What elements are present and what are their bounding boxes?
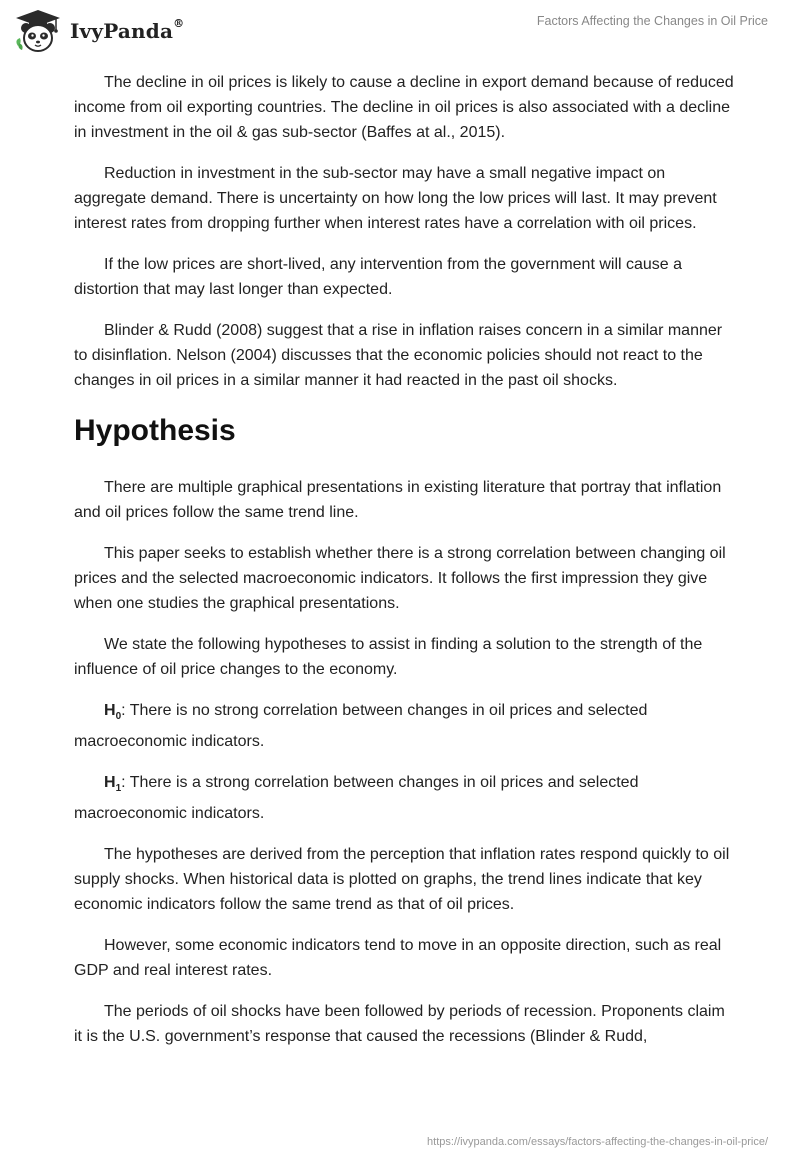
paragraph: Blinder & Rudd (2008) suggest that a rise in inflation raises concern in a similar manner to disinflation. Nelson (2004) discusses that the economic policies should not react to the changes in oil prices in a similar manner it had reacted in the past oil shocks. <box>74 322 723 389</box>
paragraph: If the low prices are short-lived, any intervention from the government will cause a distortion that may last longer than expected. <box>74 256 683 298</box>
hypothesis-alternative <box>74 770 734 826</box>
source-url[interactable]: https://ivypanda.com/essays/factors-affecting-the-changes-in-oil-price/ <box>427 1136 768 1148</box>
page-header <box>0 0 800 60</box>
hypothesis-null-text: : There is no strong correlation between changes in oil prices and selected macroeconomic indicators. <box>74 702 648 751</box>
brand-name: IvyPanda® <box>70 17 185 43</box>
paragraph: The hypotheses are derived from the perception that inflation rates respond quickly to oil supply shocks. When historical data is plotted on graphs, the trend lines indicate that key economic indicators follow the same trend as that of oil prices. <box>74 846 730 914</box>
hypothesis-null-label: $H_0$ <box>104 702 122 723</box>
article-body <box>74 70 734 1065</box>
paragraph: This paper seeks to establish whether there is a strong correlation between changing oil prices and the selected macroeconomic indicators. It follows the first impression they give when one studies the graphical presentations. <box>74 545 726 612</box>
paragraph: We state the following hypotheses to assist in finding a solution to the strength of the influence of oil price changes to the economy. <box>74 636 703 678</box>
hypothesis-alternative-text: : There is a strong correlation between changes in oil prices and selected macroeconomic indicators. <box>74 774 639 823</box>
site-logo[interactable] <box>14 8 184 54</box>
paragraph: There are multiple graphical presentations in existing literature that portray that inflation and oil prices follow the same trend line. <box>74 479 722 521</box>
hypothesis-null <box>74 698 734 754</box>
paragraph: Reduction in investment in the sub-sector may have a small negative impact on aggregate demand. There is uncertainty on how long the low prices will last. It may prevent interest rates from dropping further when interest rates have a correlation with oil prices. <box>74 165 717 232</box>
paragraph: The periods of oil shocks have been followed by periods of recession. Proponents claim it is the U.S. government’s response that caused the recessions (Blinder & Rudd, <box>74 1003 725 1046</box>
running-title: Factors Affecting the Changes in Oil Price <box>536 14 768 28</box>
section-heading: Hypothesis <box>74 414 236 447</box>
paragraph: However, some economic indicators tend to move in an opposite direction, such as real GDP and real interest rates. <box>74 937 722 980</box>
registered-mark: ® <box>173 17 185 30</box>
hypothesis-alternative-label: $H_1$ <box>104 774 122 795</box>
panda-graduate-logo-icon <box>14 8 62 54</box>
paragraph: The decline in oil prices is likely to cause a decline in export demand because of reduced income from oil exporting countries. The decline in oil prices is also associated with a decline in investment in the oil & gas sub-sector (Baffes at al., 2015). <box>74 74 734 141</box>
